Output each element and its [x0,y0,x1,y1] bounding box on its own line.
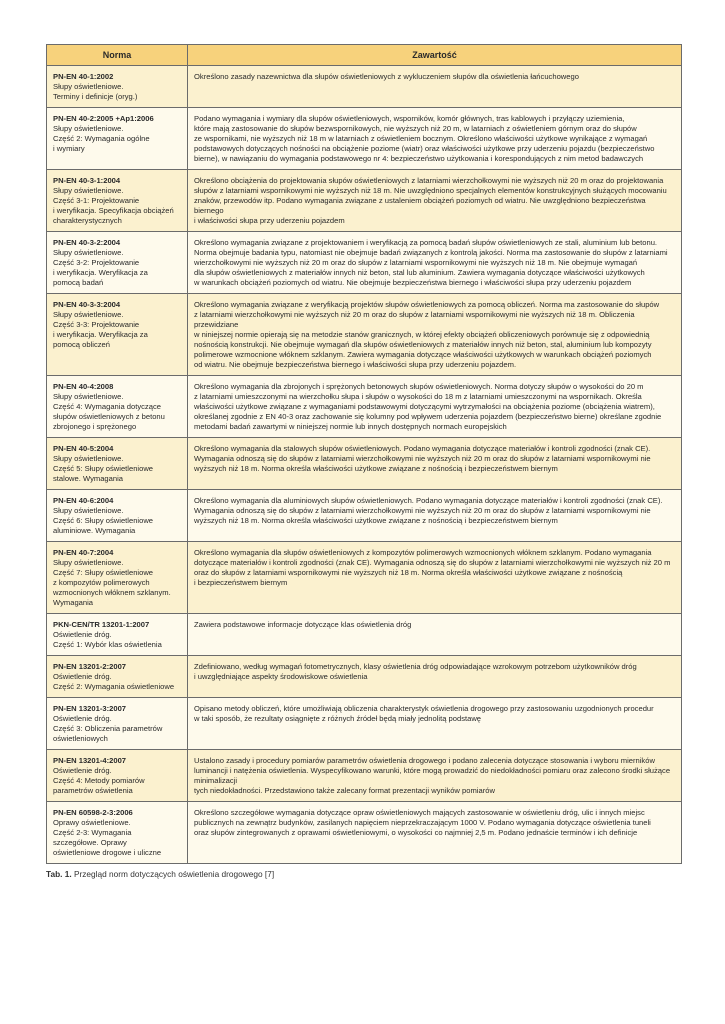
content-cell: Określono wymagania związane z projektowaniem i weryfikacją za pomocą badań słupów oświetleniowych ze stali, aluminium lub betonu. Norma obejmuje badania typu, natomiast nie obejmuje badań związanych z kontrolą jakości. Norma ma zastosowanie do słupów z latarniami wierzchołkowymi nie wyższych niż 20 m oraz do słupów z latarniami wspornikowymi nie wyższych niż 18 m. Nie obejmuje wymagań dla słupów oświetleniowych z materiałów innych niż beton, stal lub aluminium. Zawiera wymagania dotyczące właściwości użytkowych w warunkach obciążeń poziomych od wiatru. Nie obejmuje bezpieczeństwa biernego i właściwości słupa przy uderzeniu pojazdem [188,232,682,294]
norm-description: Słupy oświetleniowe. Część 4: Wymagania dotyczące słupów oświetleniowych z betonu zbrojonego i sprężonego [53,392,165,431]
header-zawartosc: Zawartość [188,45,682,66]
content-cell: Określono wymagania związane z weryfikacją projektów słupów oświetleniowych za pomocą obliczeń. Norma ma zastosowanie do słupów z latarniami wierzchołkowymi nie wyższych niż 20 m oraz do słupów z latarniami wspornikowymi nie wyższych niż 18 m. Obliczenia przewidziane w niniejszej normie opierają się na metodzie stanów granicznych, w której efekty obciążeń obliczeniowych porównuje się z odpowiednią nośnością konstrukcji. Nie obejmuje wymagań dla słupów oświetleniowych z materiałów innych niż beton, stal, aluminium lub kompozyty polimerowe wzmocnione włóknem szklanym. Zawiera wymagania dotyczące właściwości użytkowych w warunkach obciążeń poziomych od wiatru. Nie obejmuje bezpieczeństwa biernego i właściwości słupa przy uderzeniu pojazdem. [188,294,682,376]
content-cell: Określono wymagania dla stalowych słupów oświetleniowych. Podano wymagania dotyczące materiałów i kontroli zgodności (znak CE). Wymagania odnoszą się do słupów z latarniami wierzchołkowymi nie wyższych niż 20 m oraz do słupów z latarniami wspornikowymi nie wyższych niż 18 m. Norma określa właściwości użytkowe związane z nośnością i bezpieczeństwem biernym [188,438,682,490]
content-cell: Określono wymagania dla słupów oświetleniowych z kompozytów polimerowych wzmocnionych włóknem szklanym. Podano wymagania dotyczące materiałów i kontroli zgodności (znak CE). Wymagania odnoszą się do słupów z latarniami wierzchołkowymi nie wyższych niż 20 m oraz do słupów z latarniami wspornikowymi nie wyższych niż 18 m. Norma określa właściwości użytkowe związane z nośnością i bezpieczeństwem biernym [188,542,682,614]
norm-cell [47,438,188,490]
norm-description: Słupy oświetleniowe. Terminy i definicje (oryg.) [53,82,138,101]
table-body [47,66,682,864]
content-cell: Opisano metody obliczeń, które umożliwiają obliczenia charakterystyk oświetlenia drogowego przy zastosowaniu uzgodnionych procedur w taki sposób, że rezultaty osiągnięte z różnych źródeł będą miały jednolitą podstawę [188,698,682,750]
content-cell: Określono zasady nazewnictwa dla słupów oświetleniowych z wykluczeniem słupów dla oświetlenia łańcuchowego [188,66,682,108]
norm-cell [47,66,188,108]
table-row [47,376,682,438]
header-norma: Norma [47,45,188,66]
table-row [47,802,682,864]
norm-code: PN-EN 13201-3:2007 [53,704,127,713]
document [46,44,682,879]
table-row [47,108,682,170]
table-row [47,438,682,490]
norm-code: PN-EN 40-3-3:2004 [53,300,121,309]
table-row [47,656,682,698]
content-cell: Określono wymagania dla zbrojonych i sprężonych betonowych słupów oświetleniowych. Norma dotyczy słupów o wysokości do 20 m z latarniami umieszczonymi na wierzchołku słupa i słupów o wysokości do 18 m z latarniami umieszczonymi na wspornikach. Określa właściwości użytkowe związane z wymaganiami podstawowymi dotyczącymi wytrzymałości na obciążenia poziome (obciążenia wiatrem), określanej zgodnie z EN 40-3 oraz zachowanie się kolumny pod wpływem uderzenia pojazdem (bezpieczeństwo bierne) określane zgodnie metodami badań zawartymi w niniejszej normie lub innych dostępnych normach europejskich [188,376,682,438]
caption-text: Przegląd norm dotyczących oświetlenia drogowego [7] [73,869,275,879]
content-cell: Zawiera podstawowe informacje dotyczące klas oświetlenia dróg [188,614,682,656]
content-cell: Podano wymagania i wymiary dla słupów oświetleniowych, wsporników, komór głównych, tras kablowych i przyłączy uziemienia, które mają zastosowanie do słupów bezwspornikowych, nie wyższych niż 20 m, w latarniach z oświetleniem górnym oraz do słupów ze wspornikami, nie wyższych niż 18 m w latarniach z oświetleniem bocznym. Określono właściwości użytkowe wynikające z wymagań podstawowych dotyczących nośności na obciążenie poziome (wiatr) oraz właściwości użytkowe przy uderzeniu pojazdu (bezpieczeństwo bierne), w nawiązaniu do wymagania podstawowego nr 4: bezpieczeństwo użytkowania i korespondujących z nim metod badawczych [188,108,682,170]
norm-cell [47,294,188,376]
table-row [47,66,682,108]
norm-cell [47,656,188,698]
norm-cell [47,170,188,232]
content-cell: Ustalono zasady i procedury pomiarów parametrów oświetlenia drogowego i podano zalecenia dotyczące stosowania i wyboru mierników luminancji i natężenia oświetlenia. Wyspecyfikowano warunki, które mogą prowadzić do niedokładności pomiaru oraz zalecono środki służące minimalizacji tych niedokładności. Przedstawiono także zalecany format prezentacji wyników pomiarów [188,750,682,802]
norm-cell [47,232,188,294]
norm-cell [47,376,188,438]
table-row [47,542,682,614]
norm-code: PN-EN 40-6:2004 [53,496,114,505]
norm-description: Słupy oświetleniowe. Część 6: Słupy oświetleniowe aluminiowe. Wymagania [53,506,154,535]
table-header-row [47,45,682,66]
standards-table [46,44,682,864]
norm-code: PN-EN 40-3-2:2004 [53,238,121,247]
norm-code: PN-EN 13201-2:2007 [53,662,127,671]
content-cell: Określono obciążenia do projektowania słupów oświetleniowych z latarniami wierzchołkowymi nie wyższych niż 20 m oraz do projektowania słupów z latarniami wspornikowymi nie wyższych niż 18 m. Nie uwzględniono specjalnych elementów konstrukcyjnych służących mocowaniu znaków, przewodów itp. Podano wymagania związane z ustaleniem obciążeń poziomych od wiatru. Nie uwzględniono bezpieczeństwa biernego i właściwości słupa przy uderzeniu pojazdem [188,170,682,232]
content-cell: Zdefiniowano, według wymagań fotometrycznych, klasy oświetlenia dróg odpowiadające wzrokowym potrzebom użytkowników dróg i uwzględniające aspekty środowiskowe oświetlenia [188,656,682,698]
content-cell: Określono szczegółowe wymagania dotyczące opraw oświetleniowych mających zastosowanie w oświetleniu dróg, ulic i innych miejsc publicznych na zewnątrz budynków, zasilanych napięciem nieprzekraczającym 1000 V. Podano wymagania dotyczące oświetlenia tuneli oraz słupów zintegrowanych z oprawami oświetleniowymi, o wysokości co najmniej 2,5 m. Podano jednaście terminów i ich definicje [188,802,682,864]
norm-code: PKN-CEN/TR 13201-1:2007 [53,620,150,629]
norm-cell [47,542,188,614]
norm-code: PN-EN 40-7:2004 [53,548,114,557]
norm-description: Słupy oświetleniowe. Część 5: Słupy oświetleniowe stalowe. Wymagania [53,454,154,483]
norm-code: PN-EN 13201-4:2007 [53,756,127,765]
norm-cell [47,802,188,864]
table-row [47,232,682,294]
table-row [47,294,682,376]
norm-description: Słupy oświetleniowe. Część 7: Słupy oświetleniowe z kompozytów polimerowych wzmocnionych włóknem szklanym. Wymagania [53,558,171,607]
norm-description: Oświetlenie dróg. Część 2: Wymagania oświetleniowe [53,672,175,691]
norm-code: PN-EN 40-5:2004 [53,444,114,453]
norm-description: Oświetlenie dróg. Część 4: Metody pomiarów parametrów oświetlenia [53,766,145,795]
norm-code: PN-EN 40-4:2008 [53,382,114,391]
norm-description: Oprawy oświetleniowe. Część 2-3: Wymagania szczegółowe. Oprawy oświetleniowe drogowe i uliczne [53,818,162,857]
norm-description: Oświetlenie dróg. Część 1: Wybór klas oświetlenia [53,630,162,649]
table-row [47,614,682,656]
content-cell: Określono wymagania dla aluminiowych słupów oświetleniowych. Podano wymagania dotyczące materiałów i kontroli zgodności (znak CE). Wymagania odnoszą się do słupów z latarniami wierzchołkowymi nie wyższych niż 20 m oraz do słupów z latarniami wspornikowymi nie wyższych niż 18 m. Norma określa właściwości użytkowe związane z nośnością i bezpieczeństwem biernym [188,490,682,542]
norm-description: Słupy oświetleniowe. Część 3-1: Projektowanie i weryfikacja. Specyfikacja obciążeń charakterystycznych [53,186,174,225]
norm-cell [47,698,188,750]
norm-cell [47,490,188,542]
norm-description: Słupy oświetleniowe. Część 2: Wymagania ogólne i wymiary [53,124,150,153]
norm-cell [47,614,188,656]
norm-code: PN-EN 40-2:2005 +Ap1:2006 [53,114,154,123]
table-row [47,170,682,232]
norm-description: Słupy oświetleniowe. Część 3-3: Projektowanie i weryfikacja. Weryfikacja za pomocą obliczeń [53,310,148,349]
norm-description: Oświetlenie dróg. Część 3: Obliczenia parametrów oświetleniowych [53,714,163,743]
norm-cell [47,750,188,802]
norm-cell [47,108,188,170]
norm-code: PN-EN 40-3-1:2004 [53,176,121,185]
table-row [47,490,682,542]
norm-code: PN-EN 40-1:2002 [53,72,114,81]
norm-code: PN-EN 60598-2-3:2006 [53,808,133,817]
table-caption [46,869,682,879]
norm-description: Słupy oświetleniowe. Część 3-2: Projektowanie i weryfikacja. Weryfikacja za pomocą badań [53,248,148,287]
caption-label: Tab. 1. [46,869,72,879]
table-row [47,698,682,750]
table-row [47,750,682,802]
